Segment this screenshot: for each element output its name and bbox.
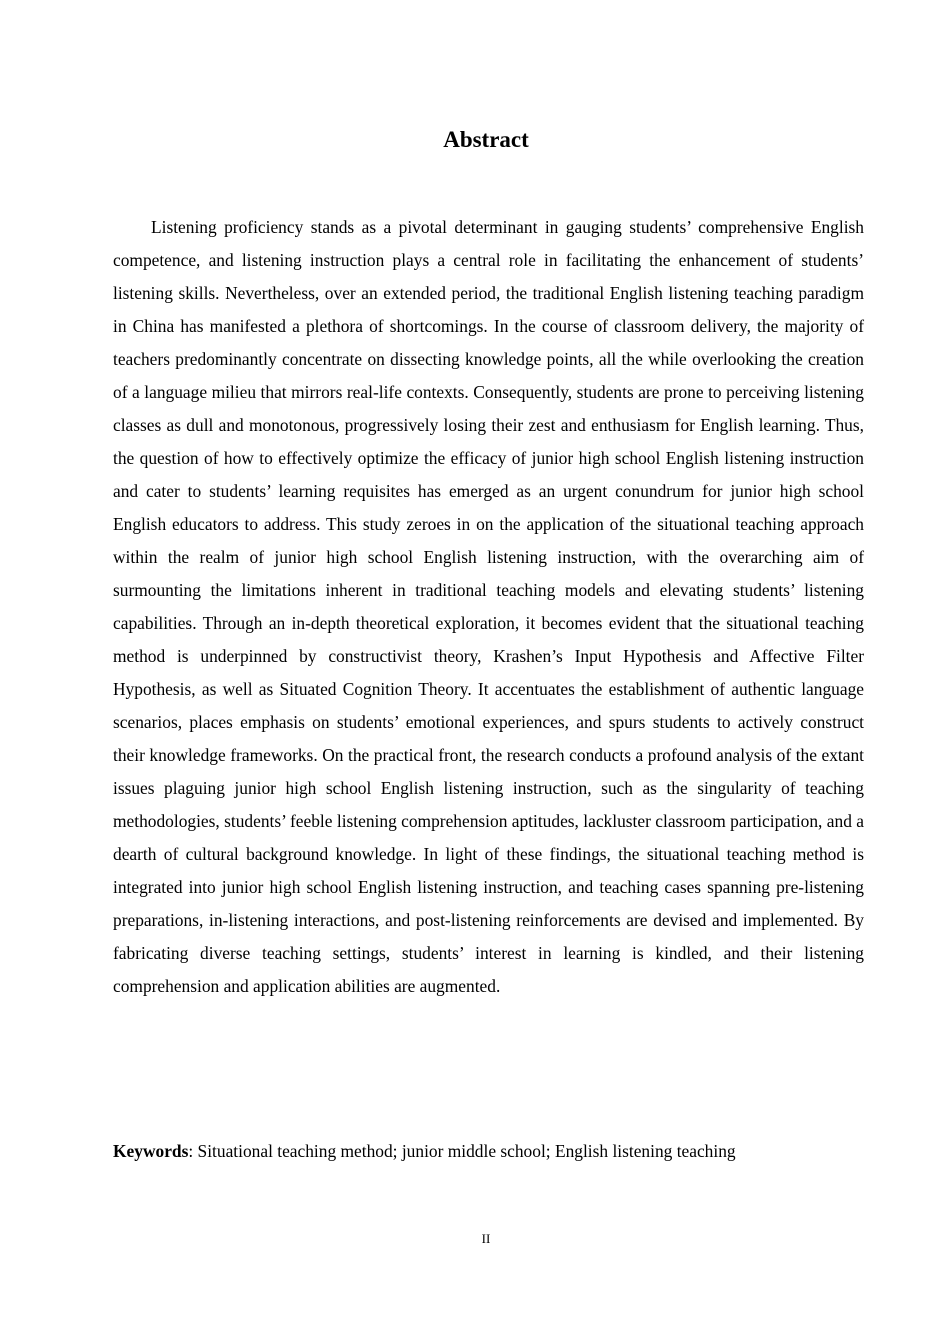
keywords-label: Keywords <box>113 1141 189 1161</box>
page-number: II <box>481 1231 491 1246</box>
keywords-line <box>113 1135 864 1168</box>
abstract-body: Listening proficiency stands as a pivotal determinant in gauging students’ comprehensive English competence, and listening instruction plays a central role in facilitating the enhancement of students’ listening skills. Nevertheless, over an extended period, the traditional English listening teaching paradigm in China has manifested a plethora of shortcomings. In the course of classroom delivery, the majority of teachers predominantly concentrate on dissecting knowledge points, all the while overlooking the creation of a language milieu that mirrors real-life contexts. Consequently, students are prone to perceiving listening classes as dull and monotonous, progressively losing their zest and enthusiasm for English learning. Thus, the question of how to effectively optimize the efficacy of junior high school English listening instruction and cater to students’ learning requisites has emerged as an urgent conundrum for junior high school English educators to address. This study zeroes in on the application of the situational teaching approach within the realm of junior high school English listening instruction, with the overarching aim of surmounting the limitations inherent in traditional teaching models and elevating students’ listening capabilities. Through an in-depth theoretical exploration, it becomes evident that the situational teaching method is underpinned by constructivist theory, Krashen’s Input Hypothesis and Affective Filter Hypothesis, as well as Situated Cognition Theory. It accentuates the establishment of authentic language scenarios, places emphasis on students’ emotional experiences, and spurs students to actively construct their knowledge frameworks. On the practical front, the research conducts a profound analysis of the extant issues plaguing junior high school English listening instruction, such as the singularity of teaching methodologies, students’ feeble listening comprehension aptitudes, lackluster classroom participation, and a dearth of cultural background knowledge. In light of these findings, the situational teaching method is integrated into junior high school English listening instruction, and teaching cases spanning pre-listening preparations, in-listening interactions, and post-listening reinforcements are devised and implemented. By fabricating diverse teaching settings, students’ interest in learning is kindled, and their listening comprehension and application abilities are augmented. <box>113 217 864 996</box>
keywords-separator: : <box>188 1141 198 1161</box>
keywords-text: Situational teaching method; junior middle school; English listening teaching <box>197 1141 736 1161</box>
abstract-title: Abstract <box>443 127 529 152</box>
